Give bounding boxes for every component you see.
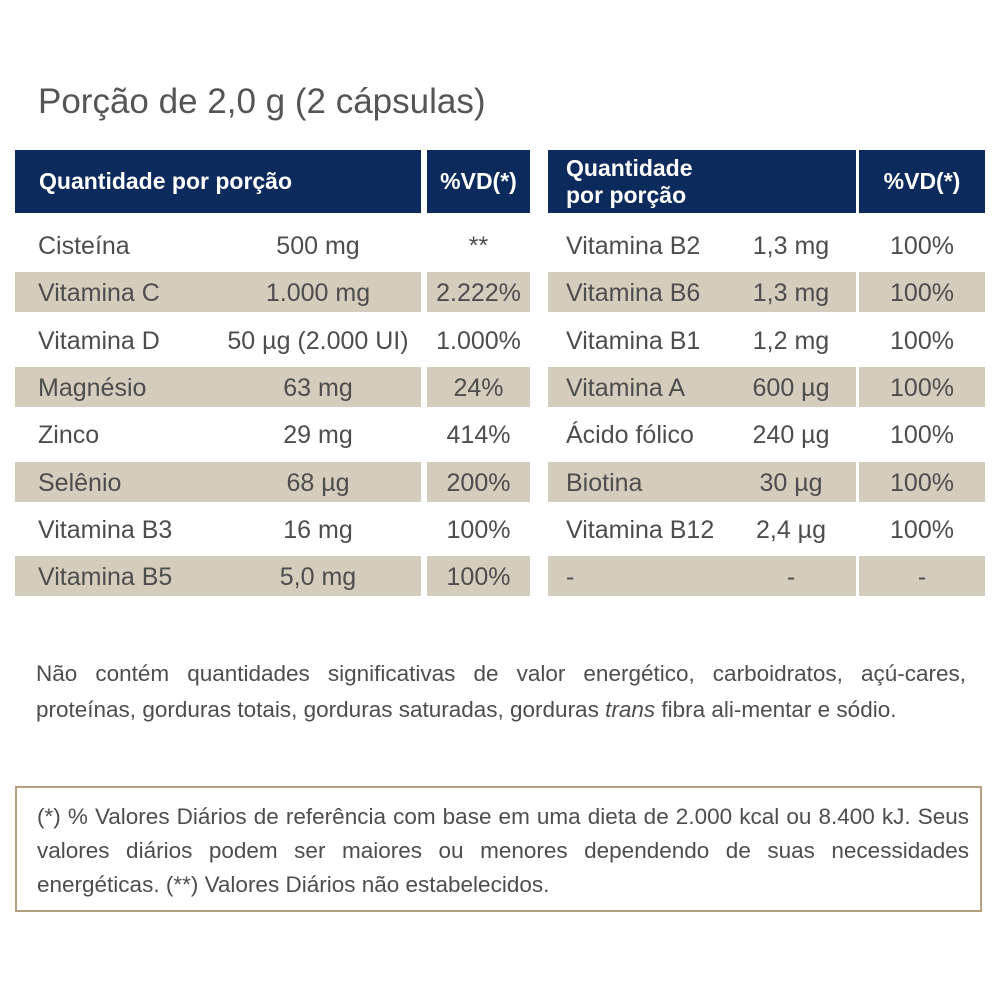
nutrient-quantity: 5,0 mg xyxy=(279,563,357,591)
note-text-start: Não contém quantidades significativas de valor energético, carboidratos, açú-cares, proteínas, gorduras totais, gorduras saturadas, gorduras xyxy=(36,661,966,722)
right-header-quantity-line2: por porção xyxy=(566,181,687,208)
nutrient-daily-value: 100% xyxy=(446,516,511,544)
nutrient-name: Vitamina C xyxy=(38,279,160,307)
left-header-vd-label: %VD(*) xyxy=(440,168,517,194)
nutrient-quantity: 600 µg xyxy=(752,374,830,402)
right-table-row xyxy=(0,556,1000,596)
nutrient-name: Biotina xyxy=(566,469,643,497)
right-header-quantity xyxy=(548,150,856,213)
right-header-vd-label: %VD(*) xyxy=(883,168,961,194)
left-header-quantity xyxy=(15,150,421,213)
right-table-row xyxy=(0,509,1000,549)
nutrient-daily-value: 24% xyxy=(453,374,504,402)
nutrient-quantity: 68 µg xyxy=(286,469,350,497)
nutrient-daily-value: 200% xyxy=(446,469,511,497)
nutrient-daily-value: - xyxy=(917,563,927,591)
nutrient-quantity: 29 mg xyxy=(283,421,353,449)
nutrient-daily-value: ** xyxy=(468,232,489,260)
nutrient-daily-value: 100% xyxy=(890,327,954,355)
nutrient-quantity: 1,3 mg xyxy=(752,232,830,260)
nutrient-name: Zinco xyxy=(38,421,100,449)
nutrient-quantity: 1,2 mg xyxy=(752,327,830,355)
nutrient-name: Ácido fólico xyxy=(566,421,694,449)
nutrient-daily-value: 100% xyxy=(890,374,954,402)
nutrient-name: Vitamina B6 xyxy=(566,279,701,307)
right-table-row xyxy=(0,462,1000,502)
nutrient-quantity: 30 µg xyxy=(759,469,823,497)
right-header-quantity-line1: Quantidade xyxy=(566,154,693,181)
nutrient-name: Magnésio xyxy=(38,374,147,402)
nutrient-name: Vitamina B12 xyxy=(566,516,715,544)
right-table-row xyxy=(0,225,1000,265)
nutrient-daily-value: 100% xyxy=(890,421,954,449)
right-table-row xyxy=(0,320,1000,360)
nutrient-name: Vitamina B3 xyxy=(38,516,173,544)
left-header-vd xyxy=(427,150,530,213)
nutrient-quantity: 63 mg xyxy=(283,374,353,402)
nutrition-note xyxy=(36,656,966,728)
nutrient-daily-value: 100% xyxy=(890,516,954,544)
nutrient-name: Vitamina A xyxy=(566,374,686,402)
nutrient-quantity: - xyxy=(786,563,796,591)
footnote-box xyxy=(15,786,982,912)
nutrient-daily-value: 1.000% xyxy=(436,327,521,355)
nutrient-quantity: 50 µg (2.000 UI) xyxy=(227,327,409,355)
nutrient-daily-value: 100% xyxy=(890,469,954,497)
nutrient-quantity: 500 mg xyxy=(276,232,360,260)
right-table-row xyxy=(0,414,1000,454)
nutrient-name: Vitamina B5 xyxy=(38,563,173,591)
nutrient-quantity: 2,4 µg xyxy=(755,516,826,544)
nutrient-name: - xyxy=(566,563,575,591)
nutrient-quantity: 1,3 mg xyxy=(752,279,830,307)
right-table-row xyxy=(0,272,1000,312)
note-text-italic: trans xyxy=(605,697,656,722)
nutrient-name: Vitamina B2 xyxy=(566,232,701,260)
nutrient-daily-value: 100% xyxy=(446,563,511,591)
nutrient-quantity: 1.000 mg xyxy=(265,279,371,307)
nutrient-name: Selênio xyxy=(38,469,122,497)
footnote-text: (*) % Valores Diários de referência com base em uma dieta de 2.000 kcal ou 8.400 kJ. Seus valores diários podem ser maiores ou menores dependendo de suas necessidades energéticas. (**) Valores Diários não estabelecidos. xyxy=(37,804,969,897)
left-header-quantity-label: Quantidade por porção xyxy=(39,168,293,194)
nutrient-name: Vitamina B1 xyxy=(566,327,701,355)
serving-size-title: Porção de 2,0 g (2 cápsulas) xyxy=(38,82,486,121)
nutrient-quantity: 16 mg xyxy=(283,516,353,544)
nutrient-daily-value: 2.222% xyxy=(436,279,521,307)
nutrient-daily-value: 100% xyxy=(890,279,954,307)
nutrient-name: Vitamina D xyxy=(38,327,160,355)
note-text-end: fibra ali-mentar e sódio. xyxy=(655,697,897,722)
nutrient-daily-value: 414% xyxy=(446,421,511,449)
right-header-vd xyxy=(859,150,985,213)
nutrient-daily-value: 100% xyxy=(890,232,954,260)
nutrient-name: Cisteína xyxy=(38,232,130,260)
right-table-row xyxy=(0,367,1000,407)
nutrient-quantity: 240 µg xyxy=(752,421,830,449)
